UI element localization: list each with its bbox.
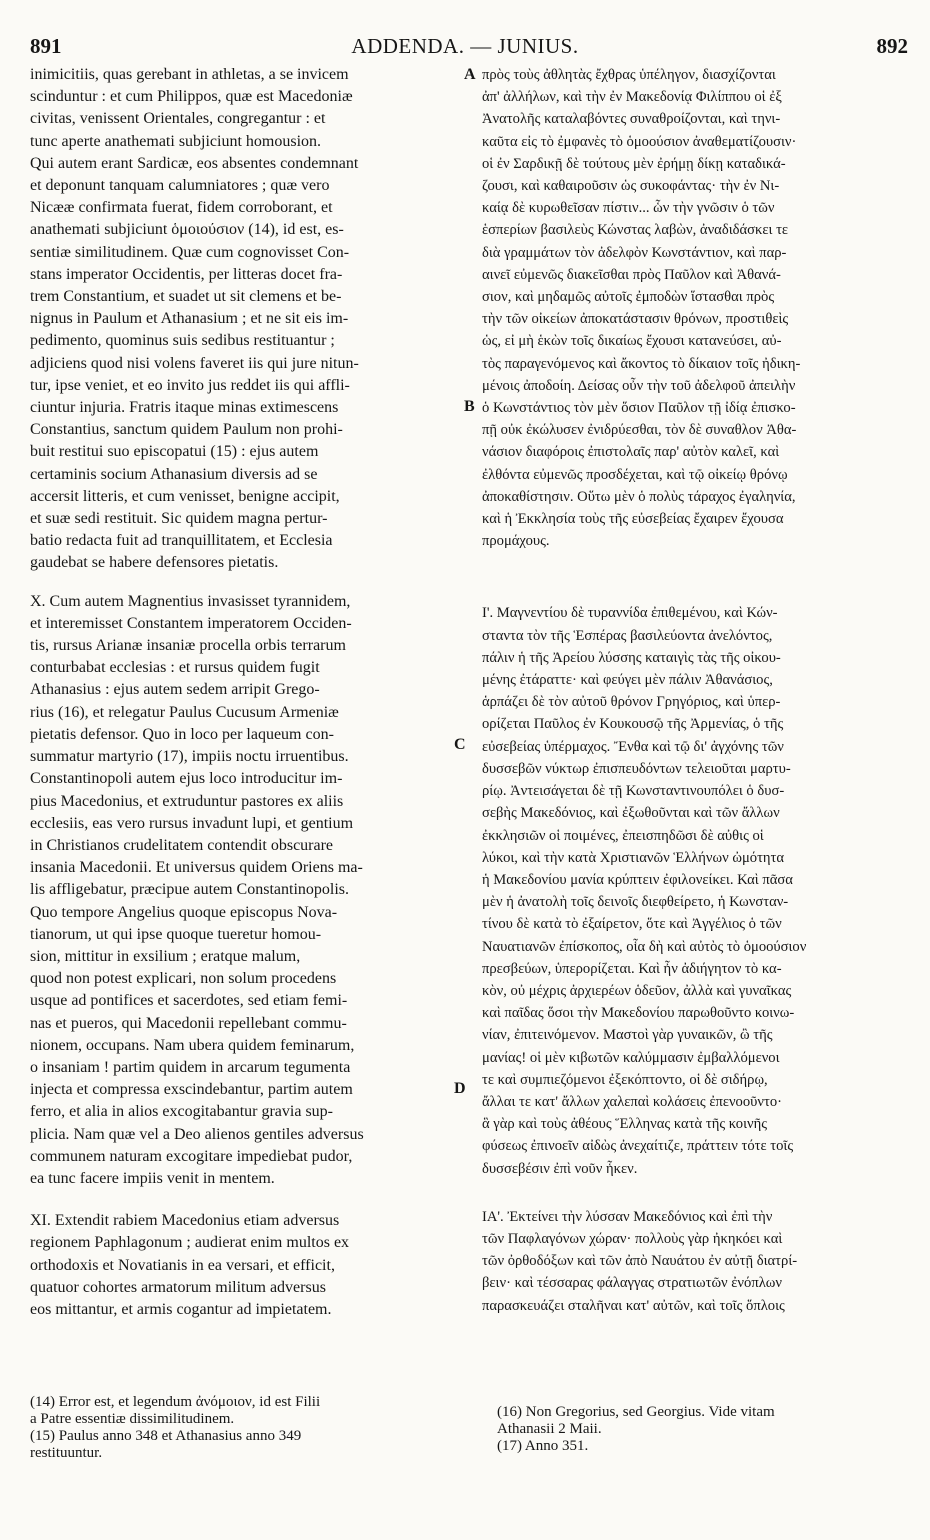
text-line: stans imperator Occidentis, per litteras docet fra-	[30, 265, 343, 283]
text-line: καὶ ἡ Ἐκκλησία τοὺς τῆς εὐσεβείας ἔχαιρεν ἔχουσα	[482, 511, 784, 528]
text-line: Ναυατιανῶν ἐπίσκοπος, οἷα δὴ καὶ αὐτὸς τὸ ὁμοούσιον	[482, 938, 807, 955]
text-line: πρεσβεύων, ὑπερορίζεται. Καὶ ἦν ἀδιήγητον τὸ κα-	[482, 960, 782, 977]
text-line: batio redacta fuit ad tranquillitatem, et Ecclesia	[30, 532, 333, 550]
text-line: adjiciens quod nisi volens faveret iis qui jure nitun-	[30, 354, 359, 372]
text-line: τε καὶ συμπιεζόμενοι ἐξεκόπτοντο, οἱ δὲ σιδήρῳ,	[482, 1071, 768, 1088]
text-line: nionem, occupans. Nam ubera quidem feminarum,	[30, 1036, 355, 1054]
text-line: εὐσεβείας ὑπέρμαχος. Ἔνθα καὶ τῷ δι' ἀγχόνης τῶν	[482, 738, 784, 755]
text-line: διὰ γραμμάτων τὸν ἀδελφὸν Κωνστάντιον, καὶ παρ-	[482, 244, 787, 261]
text-line: τῶν Παφλαγόνων χώραν· πολλοὺς γὰρ ἠκηκόει καὶ	[482, 1230, 783, 1247]
text-line: usque ad pontifices et sacerdotes, sed etiam femi-	[30, 992, 348, 1010]
text-line: communem naturam excogitare impediebat pudor,	[30, 1147, 353, 1165]
text-line: ζουσι, καὶ καθαιροῦσιν ὡς συκοφάντας· τὴν ἐν Νι-	[482, 178, 780, 195]
text-line: φύσεως ἐπινοεῖν αἰδὼς ἀνεχαίτιζε, πράττειν τότε τοῖς	[482, 1138, 794, 1155]
text-line: σεβὴς Μακεδόνιος, καὶ ἐξωθοῦνται καὶ τῶν ἄλλων	[482, 805, 780, 822]
greek-footnotes	[497, 1404, 897, 1455]
text-line: μανίας! οἱ μὲν κιβωτῶν καλύμμασιν ἐμβαλλόμενοι	[482, 1049, 780, 1066]
text-line: τίνου δὲ κατὰ τὸ ἐξαίρετον, ὅτε καὶ Ἀγγέλιος ὁ τῶν	[482, 916, 782, 933]
text-line: civitas, venissent Orientales, congregantur : et	[30, 110, 326, 128]
text-line: trem Constantium, et suadet ut sit clemens et be-	[30, 288, 342, 306]
text-line: lis affligebatur, præcipue autem Constantinopolis.	[30, 881, 350, 899]
text-line: τὴν τῶν οἰκείων ἀποκατάστασιν θρόνων, προστιθεὶς	[482, 311, 789, 328]
text-line: κὸν, οὐ μέχρις ἀρχιερέων ὁδεῦον, ἀλλὰ καὶ γυναῖκας	[482, 982, 792, 999]
greek-paragraph	[482, 1206, 902, 1317]
text-line: pius Macedonius, et extruduntur pastores ex aliis	[30, 792, 344, 810]
text-line: μένοις ἀποδοίη. Δείσας οὖν τὴν τοῦ ἀδελφοῦ ἀπειλὴν	[482, 377, 796, 394]
latin-footnotes	[30, 1394, 460, 1462]
text-line: quatuor cohortes armatorum militum adversus	[30, 1278, 326, 1296]
text-line: Athanasii 2 Maii.	[497, 1421, 602, 1437]
text-line: in Christianos crudelitatem contendit obscurare	[30, 836, 334, 854]
text-line: προμάχους.	[482, 533, 550, 550]
text-line: (17) Anno 351.	[497, 1438, 589, 1454]
latin-column	[30, 64, 458, 1321]
text-line: δυσσεβῶν νύκτωρ ἐπισπευδόντων τελειοῦται μαρτυ-	[482, 760, 791, 777]
text-line: ea tunc facere impiis venit in mentem.	[30, 1169, 275, 1187]
text-line: Quo tempore Angelius quoque episcopus Nova-	[30, 903, 338, 921]
text-line: οἱ ἐν Σαρδικῇ δὲ τούτους μὲν ἐρήμῃ δίκῃ καταδικά-	[482, 155, 786, 172]
text-line: et deponunt tanquam calumniatores ; quæ vero	[30, 177, 330, 195]
text-line: ferro, et alia in alios excogitabantur gravia sup-	[30, 1103, 333, 1121]
text-line: eos mittantur, et armis cogantur ad impietatem.	[30, 1300, 332, 1318]
text-line: X. Cum autem Magnentius invasisset tyrannidem,	[30, 592, 351, 610]
text-line: νάσιον διαφόροις ἐπιστολαῖς παρ' αὐτὸν καλεῖ, καὶ	[482, 444, 780, 461]
text-line: ἃ γὰρ καὶ τοὺς ἀθέους Ἕλληνας κατὰ τῆς κοινῆς	[482, 1116, 768, 1133]
text-line: ορίζεται Παῦλος ἐν Κουκουσῷ τῆς Ἀρμενίας, ὁ τῆς	[482, 716, 784, 733]
text-line: regionem Paphlagonum ; audierat enim multos ex	[30, 1234, 350, 1252]
text-line: injecta et compressa exscindebantur, partim autem	[30, 1081, 353, 1099]
text-line: μὲν ἡ ἀνατολὴ τοῖς δεινοῖς διεφθείρετο, ἡ Κωνσταν-	[482, 894, 789, 911]
text-line: buit restitui suo episcopatui (15) : ejus autem	[30, 443, 319, 461]
text-line: σιον, καὶ μηδαμῶς αὐτοῖς ἐμποδὼν ἵστασθαι πρὸς	[482, 289, 775, 306]
text-line: λύκοι, καὶ τὴν κατὰ Χριστιανῶν Ἑλλήνων ὠμότητα	[482, 849, 785, 866]
text-line: summatur martyrio (17), impiis noctu irruentibus.	[30, 748, 349, 766]
text-line: et interemisset Constantem imperatorem Occiden-	[30, 614, 352, 632]
text-line: αινεῖ εὐμενῶς διακεῖσθαι πρὸς Παῦλον καὶ Ἀθανά-	[482, 266, 781, 283]
text-line: Constantius, sanctum quidem Paulum non prohi-	[30, 421, 343, 439]
text-line: pedimento, quominus suis sedibus restituantur ;	[30, 332, 335, 350]
text-line: ciuntur injuria. Fratris itaque minas extimescens	[30, 399, 339, 417]
text-line: restituuntur.	[30, 1445, 103, 1461]
text-line: XI. Extendit rabiem Macedonius etiam adversus	[30, 1212, 340, 1230]
text-line: (14) Error est, et legendum ἀνόμοιον, id est Filii	[30, 1394, 321, 1410]
text-line: ecclesiis, eas vero rursus invadunt lupi, et gentium	[30, 814, 354, 832]
text-line: πῇ οὐκ ἐκώλυσεν ἐνιδρύεσθαι, τὸν δὲ συναθλον Ἀθα-	[482, 422, 797, 439]
text-line: ὡς, εἰ μὴ ἑκὼν τοῖς δικαίως ἔχουσι κατανεύσει, αὐ-	[482, 333, 782, 350]
text-line: ρίῳ. Ἀντεισάγεται δὲ τῇ Κωνσταντινουπόλει ὁ δυσ-	[482, 783, 785, 800]
text-line: ἑσπερίων βασιλεὺς Κώνστας λαβὼν, ἀναδιδάσκει τε	[482, 222, 789, 239]
text-line: scinduntur : et cum Philippos, quæ est Macedoniæ	[30, 88, 353, 106]
text-line: tis, rursus Arianæ insaniæ procella orbis terrarum	[30, 637, 346, 655]
page-number-right: 892	[876, 34, 908, 58]
text-line: νίαν, ἐπιτεινόμενον. Μαστοὶ γὰρ γυναικῶν, ὢ τῆς	[482, 1027, 773, 1044]
text-line: nas et pueros, qui Macedonii repellebant commu-	[30, 1014, 347, 1032]
text-line: certaminis socium Athanasium diversis ad se	[30, 465, 318, 483]
text-line: δυσσεβέσιν ἐπὶ νοῦν ἧκεν.	[482, 1160, 638, 1177]
text-line: tianorum, ut qui ipse quoque tueretur homou-	[30, 925, 322, 943]
text-line: ἁρπάζει δὲ τὸν αὐτοῦ θρόνον Γρηγόριος, καὶ ὑπερ-	[482, 694, 781, 711]
text-line: καὶ παῖδας ὅσοι τὴν Μακεδονίου παρωθοῦντο κοινω-	[482, 1005, 795, 1022]
text-line: τὸς παραγενόμενος καὶ ἄκοντος τὸ δίκαιον τοῖς ἠδικη-	[482, 355, 801, 372]
text-line: nignus in Paulum et Athanasium ; et ne sit eis im-	[30, 310, 349, 328]
text-line: quod non potest explicari, non solum procedens	[30, 970, 337, 988]
text-line: insania Macedonii. Et universus quidem Oriens ma-	[30, 859, 363, 877]
text-line: (16) Non Gregorius, sed Georgius. Vide vitam	[497, 1404, 775, 1420]
margin-letter: D	[454, 1080, 466, 1097]
text-line: accersit litteris, et cum venisset, benigne accipit,	[30, 487, 340, 505]
latin-paragraph	[30, 64, 458, 575]
latin-paragraph	[30, 1210, 458, 1321]
text-line: βειν· καὶ τέσσαρας φάλαγγας στρατιωτῶν ἐνόπλων	[482, 1275, 782, 1292]
text-line: anathemati subjiciunt ὁμοιούσιον (14), id est, es-	[30, 221, 344, 239]
text-line: plicia. Nam quæ vel a Deo alienos gentiles adversus	[30, 1125, 364, 1143]
text-line: o insaniam ! partim quidem in arcarum tegumenta	[30, 1058, 351, 1076]
page-number-left: 891	[30, 34, 62, 58]
text-line: gaudebat se habere defensores pietatis.	[30, 554, 279, 572]
text-line: ΙΑ'. Ἐκτείνει τὴν λύσσαν Μακεδόνιος καὶ ἐπὶ τὴν	[482, 1208, 773, 1225]
running-header: ADDENDA. — JUNIUS.	[351, 34, 579, 58]
text-line: pietatis defensor. Quo in loco per laqueum con-	[30, 725, 334, 743]
text-line: ὁ Κωνστάντιος τὸν μὲν ὅσιον Παῦλον τῇ ἰδίᾳ ἐπισκο-	[482, 400, 796, 417]
text-line: σταντα τὸν τῆς Ἑσπέρας βασιλεύοντα ἀνελόντος,	[482, 627, 773, 644]
text-line: μένης ἐτάραττε· καὶ φεύγει μὲν πάλιν Ἀθανάσιος,	[482, 672, 773, 689]
text-line: (15) Paulus anno 348 et Athanasius anno 349	[30, 1428, 302, 1444]
text-line: ἡ Μακεδονίου μανία κρύπτειν ἐφιλονείκει. Καὶ πᾶσα	[482, 871, 793, 888]
text-line: et suæ sedi restituit. Sic quidem magna pertur-	[30, 510, 328, 528]
text-line: παρασκευάζει σταλῆναι κατ' αὐτῶν, καὶ τοῖς ὅπλοις	[482, 1297, 785, 1314]
text-line: καίᾳ δὲ κυρωθεῖσαν πίστιν... ὧν τὴν γνῶσιν ὁ τῶν	[482, 200, 775, 217]
text-line: ἀπ' ἀλλήλων, καὶ τὴν ἐν Μακεδονίᾳ Φιλίππου οἱ ἐξ	[482, 89, 782, 106]
text-line: πρὸς τοὺς ἀθλητὰς ἔχθρας ὑπέληγον, διασχίζονται	[482, 67, 776, 83]
text-line: Ι'. Μαγνεντίου δὲ τυραννίδα ἐπιθεμένου, καὶ Κών-	[482, 605, 778, 622]
text-line: rius (16), et relegatur Paulus Cucusum Armeniæ	[30, 703, 339, 721]
text-line: καῦτα εἰς τὸ ἐμφανὲς τὸ ὁμοούσιον ἀναθεματίζουσιν·	[482, 133, 797, 150]
text-line: ἐκκλησιῶν οἱ ποιμένες, ἐπεισπηδῶσι δὲ αὐθις οἱ	[482, 827, 764, 844]
text-line: Ἀνατολῆς καταλαβόντες συναθροίζονται, καὶ τηνι-	[482, 111, 781, 128]
margin-letter: B	[464, 398, 475, 415]
text-line: Athanasius : ejus autem sedem arripit Grego-	[30, 681, 320, 699]
text-line: a Patre essentiæ dissimilitudinem.	[30, 1411, 235, 1427]
text-line: tunc aperte anathemati subjiciunt homousion.	[30, 132, 322, 150]
text-line: orthodoxis et Novatianis in ea versari, et efficit,	[30, 1256, 335, 1274]
text-line: ἀποκαθίστησιν. Οὕτω μὲν ὁ πολὺς τάραχος ἐγαληνία,	[482, 488, 796, 505]
text-line: τῶν ὀρθοδόξων καὶ τῶν ἀπὸ Ναυάτου ἐν αὐτῇ διατρί-	[482, 1253, 798, 1270]
greek-paragraph	[482, 602, 902, 1179]
text-line: ἄλλαι τε κατ' ἄλλων χαλεπαὶ κολάσεις ἐπενοοῦντο·	[482, 1093, 782, 1110]
text-line: inimicitiis, quas gerebant in athletas, a se invicem	[30, 66, 349, 83]
text-line: Nicææ confirmata fuerat, fidem corroborant, et	[30, 199, 333, 217]
text-line: ἐλθόντα εὐμενῶς προσδέχεται, καὶ τῷ οἰκείῳ θρόνῳ	[482, 466, 788, 483]
margin-letter: A	[464, 66, 476, 83]
text-line: Constantinopoli autem ejus loco introducitur im-	[30, 770, 343, 788]
text-line: sion, mittitur in exsilium ; eratque malum,	[30, 947, 301, 965]
latin-paragraph	[30, 591, 458, 1190]
greek-paragraph	[482, 64, 902, 552]
greek-column	[482, 64, 902, 1317]
text-line: tur, ipse veniet, et eo invito jus reddet iis qui affli-	[30, 376, 350, 394]
margin-letter: C	[454, 736, 466, 753]
text-line: πάλιν ἡ τῆς Ἀρείου λύσσης καταιγὶς τὰς τῆς οἰκου-	[482, 649, 781, 666]
text-line: Qui autem erant Sardicæ, eos absentes condemnant	[30, 154, 359, 172]
text-line: sentiæ similitudinem. Quæ cum cognovisset Con-	[30, 243, 350, 261]
text-line: conturbabat ecclesias : et rursus quidem fugit	[30, 659, 320, 677]
